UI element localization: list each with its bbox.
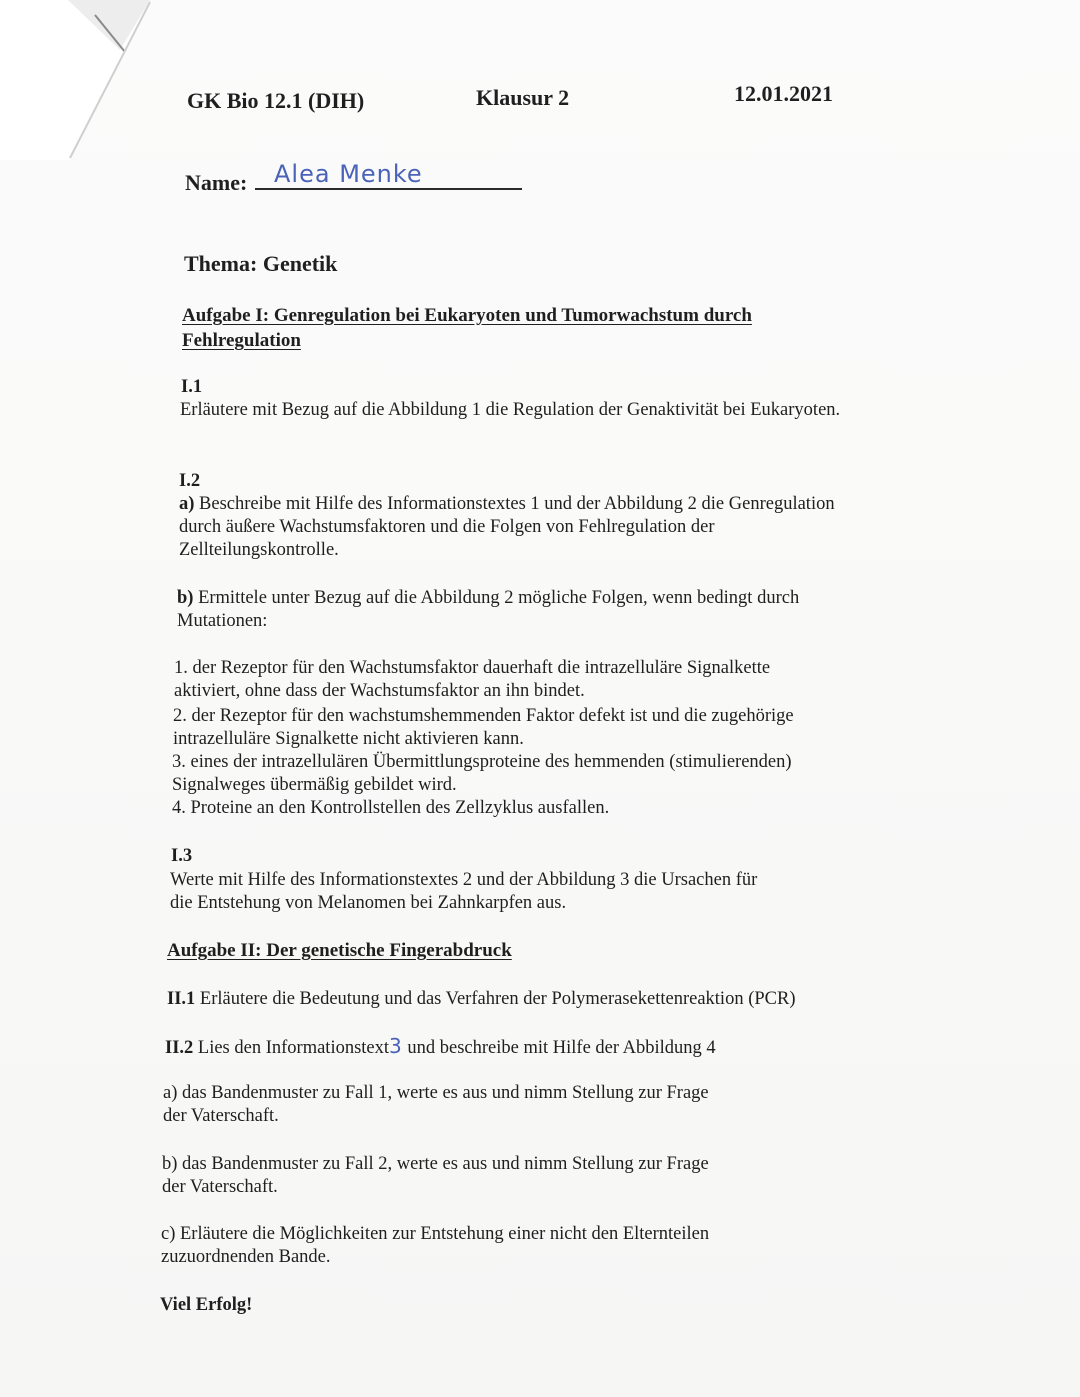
task1-title-line2: Fehlregulation — [182, 330, 301, 351]
i2b-text-line2: Mutationen: — [177, 611, 268, 631]
task1-title-line1: Aufgabe I: Genregulation bei Eukaryoten und Tumorwachstum durch — [182, 305, 752, 326]
ii2b-line1: b) das Bandenmuster zu Fall 2, werte es aus und nimm Stellung zur Frage — [162, 1154, 709, 1174]
task2-title: Aufgabe II: Der genetische Fingerabdruck — [167, 940, 512, 961]
list-item-3-line2: Signalweges übermäßig gebildet wird. — [172, 775, 457, 795]
handwritten-name: Alea Menke — [274, 160, 423, 188]
folded-corner — [0, 0, 160, 160]
exam-label: Klausur 2 — [476, 85, 570, 110]
i3-text-line2: die Entstehung von Melanomen bei Zahnkarpfen aus. — [170, 893, 567, 913]
ii2-text-b: und beschreibe mit Hilfe der Abbildung 4 — [407, 1038, 716, 1058]
list-item-4-line1: 4. Proteine an den Kontrollstellen des Zellzyklus ausfallen. — [172, 798, 610, 818]
list-item-1-line1: 1. der Rezeptor für den Wachstumsfaktor dauerhaft die intrazelluläre Signalkette — [174, 658, 771, 678]
i3-label: I.3 — [171, 846, 193, 866]
ii2-line — [165, 1035, 716, 1060]
ii2a-line2: der Vaterschaft. — [163, 1106, 279, 1126]
i2a-text-line3: Zellteilungskontrolle. — [179, 540, 339, 560]
i1-text: Erläutere mit Bezug auf die Abbildung 1 die Regulation der Genaktivität bei Eukaryoten. — [180, 400, 841, 420]
name-underline — [255, 188, 522, 190]
ii2b-line2: der Vaterschaft. — [162, 1177, 278, 1197]
name-label: Name: — [185, 170, 248, 195]
i2a-text-line1: Beschreibe mit Hilfe des Informationstextes 1 und der Abbildung 2 die Genregulation — [199, 494, 835, 514]
list-item-2-line2: intrazelluläre Signalkette nicht aktivieren kann. — [173, 729, 524, 749]
i2b-label: b) — [177, 588, 194, 608]
i2b-text-line1: Ermittele unter Bezug auf die Abbildung 2 mögliche Folgen, wenn bedingt durch — [198, 588, 800, 608]
closing-text: Viel Erfolg! — [160, 1295, 253, 1315]
i1-label: I.1 — [181, 377, 203, 397]
ii2a-line1: a) das Bandenmuster zu Fall 1, werte es aus und nimm Stellung zur Frage — [163, 1083, 709, 1103]
ii2c-line2: zuzuordnenden Bande. — [161, 1247, 331, 1267]
list-item-1-line2: aktiviert, ohne dass der Wachstumsfaktor an ihn bindet. — [174, 681, 585, 701]
i3-text-line1: Werte mit Hilfe des Informationstextes 2 und der Abbildung 3 die Ursachen für — [170, 870, 758, 890]
i2a-text-line2: durch äußere Wachstumsfaktoren und die Folgen von Fehlregulation der — [179, 517, 715, 537]
ii2-label: II.2 — [165, 1038, 194, 1058]
list-item-3-line1: 3. eines der intrazellulären Übermittlungsproteine des hemmenden (stimulierenden) — [172, 752, 792, 772]
ii1-label: II.1 — [167, 989, 196, 1009]
i2b-line1 — [177, 587, 799, 610]
list-item-2-line1: 2. der Rezeptor für den wachstumshemmenden Faktor defekt ist und die zugehörige — [173, 706, 794, 726]
ii2-handwritten-number: 3 — [389, 1034, 403, 1058]
i2-label: I.2 — [179, 471, 201, 491]
ii2-text-a: Lies den Informationstext — [197, 1038, 390, 1058]
ii2c-line1: c) Erläutere die Möglichkeiten zur Entstehung einer nicht den Elternteilen — [161, 1224, 710, 1244]
i2a-label: a) — [179, 494, 195, 514]
exam-date: 12.01.2021 — [734, 81, 833, 106]
topic-heading: Thema: Genetik — [184, 251, 338, 276]
ii1-line — [167, 988, 795, 1011]
i2a-line1 — [179, 493, 835, 516]
ii1-text: Erläutere die Bedeutung und das Verfahren der Polymerasekettenreaktion (PCR) — [199, 989, 796, 1009]
course-label: GK Bio 12.1 (DIH) — [187, 88, 365, 113]
